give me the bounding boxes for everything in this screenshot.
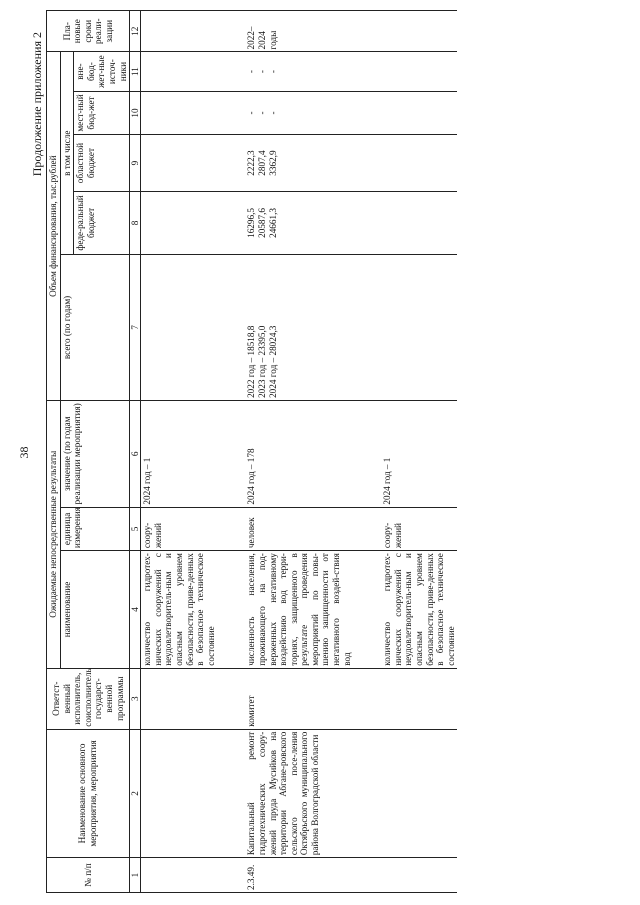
event-name: Капитальный ремонт гидротехнических соору-жений пруда Мусийков на территории Абгане-ровского сельского посе-ления Октябрьского муниципального района Волгоградской области [245, 729, 353, 857]
finance-total [141, 255, 218, 401]
event-executor [141, 668, 218, 729]
indicator-value: 2024 год – 178 [245, 400, 353, 507]
header-including: в том числе [60, 52, 74, 255]
col-number: 3 [130, 668, 141, 729]
finance-regional [141, 135, 218, 192]
header-local: мест-ный бюд-жет [74, 91, 130, 135]
header-indicator-name: наименование [60, 551, 130, 669]
finance-federal-2024: 24661,3 [267, 208, 278, 238]
finance-local [141, 91, 218, 135]
finance-total-2022: 2022 год – 18518,8 [246, 325, 257, 398]
indicator-name: численность населения, проживающего на под-верженных негативному воздействию вод терри-ториях, защищенного в результате проведения мероприятий по повы-шению защищенности от негативного воздей-ствия вод [245, 551, 353, 669]
financing-table [46, 10, 457, 893]
table-row [141, 11, 218, 893]
indicator-unit: соору-жений [141, 507, 218, 551]
event-executor [381, 668, 457, 729]
indicator-value: 2024 год – 1 [381, 400, 457, 507]
event-terms: 2022–2024 годы [245, 11, 353, 52]
finance-federal-2023: 20587,6 [256, 208, 267, 238]
col-number: 4 [130, 551, 141, 669]
col-number: 6 [130, 400, 141, 507]
row-spacer [353, 11, 381, 893]
col-number: 5 [130, 507, 141, 551]
header-federal: феде-ральный бюджет [74, 191, 130, 254]
finance-federal [245, 191, 353, 254]
finance-local-2023: - [256, 111, 267, 115]
header-financing: Объем финансирования, тыс.рублей [47, 52, 61, 400]
col-number: 1 [130, 858, 141, 893]
header-name: Наименование основного мероприятия, мероприятия [47, 729, 130, 857]
row-number [381, 858, 457, 893]
indicator-unit: соору-жений [381, 507, 457, 551]
indicator-name: количество гидротех-нических сооружений с неудовлетворитель-ным и опасным уровнем безопасности, приве-денных в безопасное техническое состояние [141, 551, 218, 669]
event-name [141, 729, 218, 857]
page-number: 38 [17, 446, 31, 459]
event-terms [381, 11, 457, 52]
finance-federal-2022: 16296,5 [246, 208, 257, 238]
row-spacer [217, 11, 245, 893]
finance-regional-2023: 2807,4 [256, 150, 267, 176]
finance-regional-2022: 2222,3 [246, 150, 257, 176]
finance-offbudget-2024: - [267, 70, 278, 74]
finance-offbudget-2022: - [246, 70, 257, 74]
col-number: 9 [130, 135, 141, 192]
header-num: № п/п [47, 858, 130, 893]
finance-offbudget [141, 52, 218, 91]
finance-federal [381, 191, 457, 254]
header-regional: областной бюджет [74, 135, 130, 192]
finance-local [381, 91, 457, 135]
row-number [141, 858, 218, 893]
appendix-continuation-label: Продолжение приложения 2 [30, 32, 44, 177]
col-number: 12 [130, 11, 141, 52]
finance-total [245, 255, 353, 401]
header-offbudget: вне-бюд-жет-ные источ-ники [74, 52, 130, 91]
finance-offbudget-2023: - [256, 70, 267, 74]
finance-local [245, 91, 353, 135]
col-number: 7 [130, 255, 141, 401]
finance-total-2024: 2024 год – 28024,3 [267, 325, 278, 398]
finance-local-2024: - [267, 111, 278, 115]
table-row [381, 11, 457, 893]
row-number: 2.3.49. [245, 858, 353, 893]
indicator-unit: человек [245, 507, 353, 551]
col-number: 8 [130, 191, 141, 254]
header-value: значение (по годам реализации мероприятия) [60, 400, 130, 507]
finance-offbudget [381, 52, 457, 91]
header-terms: Пла-новые сроки реали-зации [47, 11, 130, 52]
finance-total-2023: 2023 год – 23395,0 [256, 325, 267, 398]
finance-total [381, 255, 457, 401]
header-executor: Ответст-венный исполнитель, соисполнитель государст-венной программы [47, 668, 130, 729]
event-executor: комитет [245, 668, 353, 729]
col-number: 2 [130, 729, 141, 857]
col-number: 10 [130, 91, 141, 135]
finance-regional [381, 135, 457, 192]
table-row [245, 11, 353, 893]
header-unit: единица измерения [60, 507, 130, 551]
finance-offbudget [245, 52, 353, 91]
header-total: всего (по годам) [60, 255, 130, 401]
event-terms [141, 11, 218, 52]
col-number: 11 [130, 52, 141, 91]
finance-regional [245, 135, 353, 192]
finance-federal [141, 191, 218, 254]
event-name [381, 729, 457, 857]
column-number-row [130, 11, 141, 893]
indicator-name: количество гидротех-нических сооружений с неудовлетворитель-ным и опасным уровнем безопасности, приве-денных в безопасное техническое состояние [381, 551, 457, 669]
finance-regional-2024: 3362,9 [267, 150, 278, 176]
indicator-value: 2024 год – 1 [141, 400, 218, 507]
finance-local-2022: - [246, 111, 257, 115]
header-expected-results: Ожидаемые непосредственные результаты [47, 400, 61, 668]
